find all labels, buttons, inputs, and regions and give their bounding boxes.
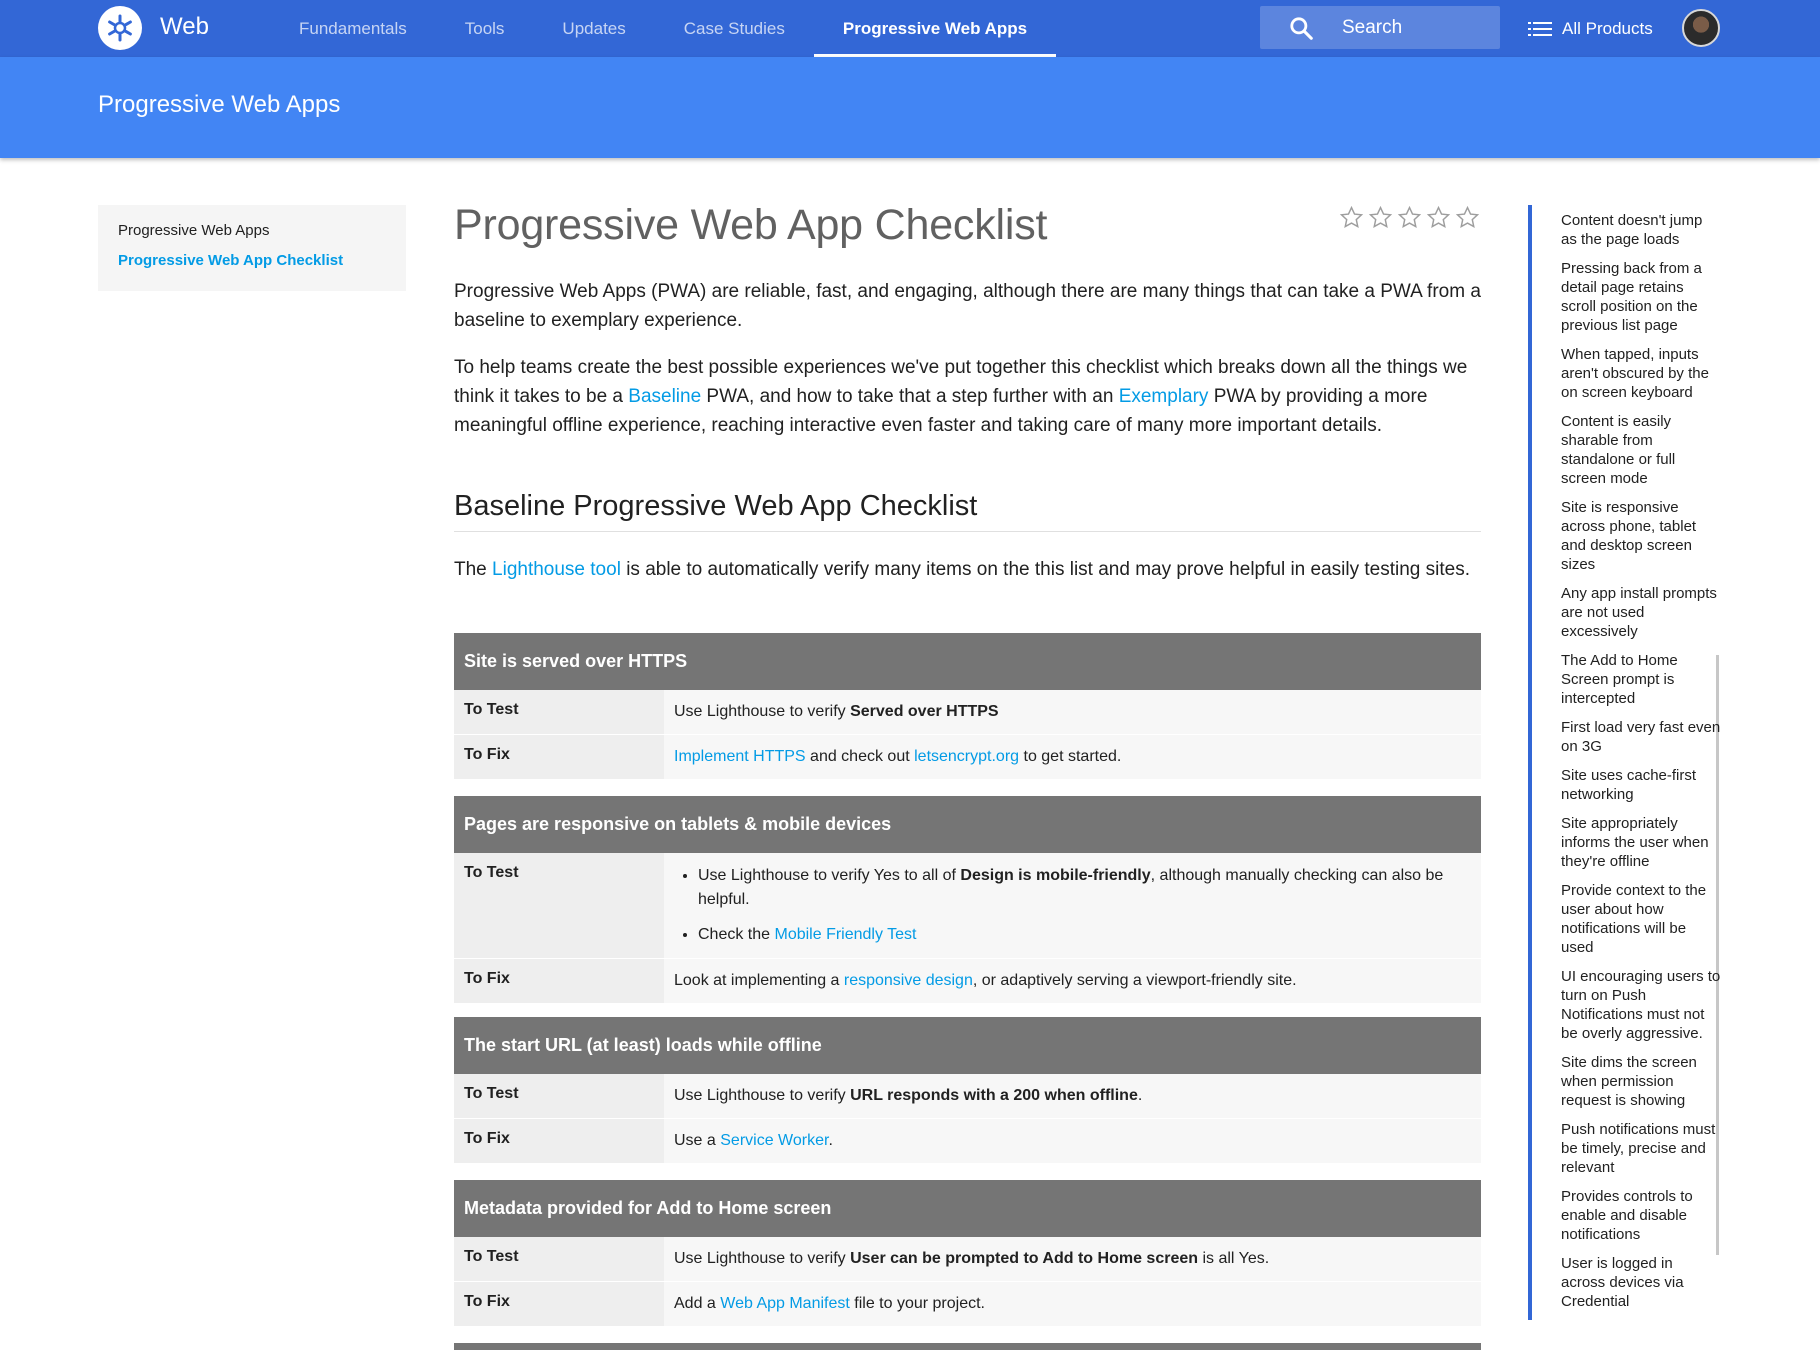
table-row	[454, 853, 1481, 959]
lighthouse-tool-link[interactable]: Lighthouse tool	[492, 559, 621, 580]
intro-paragraph: Progressive Web Apps (PWA) are reliable, fast, and engaging, although there are many things that can take a PWA from a baseline to exemplary experience.	[454, 281, 1481, 331]
intro-text: To help teams create the best possible experiences we've put together this checklist which breaks down all the things we think it takes to be a	[454, 357, 1468, 407]
intro-text: PWA, and how to take that a step further with an	[701, 386, 1119, 407]
cell-text: Use a	[674, 1132, 721, 1149]
to-test-value	[664, 1074, 1481, 1118]
to-fix-label: To Fix	[454, 735, 664, 779]
top-app-bar	[0, 0, 1820, 57]
section-heading: Baseline Progressive Web App Checklist	[454, 490, 1481, 532]
table-row	[454, 1074, 1481, 1119]
checklist-table-offline	[454, 1017, 1481, 1164]
toc-item[interactable]: Content doesn't jump as the page loads	[1561, 212, 1703, 248]
toc-item[interactable]: When tapped, inputs aren't obscured by the on screen keyboard	[1561, 346, 1709, 401]
to-test-label: To Test	[454, 1237, 664, 1281]
list-item	[698, 864, 1471, 912]
letsencrypt-link[interactable]: letsencrypt.org	[914, 748, 1020, 765]
list-icon	[1528, 20, 1552, 38]
to-test-label: To Test	[454, 853, 664, 958]
tab-case-studies[interactable]: Case Studies	[683, 18, 785, 38]
all-products-button[interactable]	[1528, 0, 1653, 57]
cell-text: , or adaptively serving a viewport-friendly site.	[972, 972, 1297, 989]
lighthouse-text: The	[454, 559, 493, 580]
cell-text: Add a	[674, 1295, 721, 1312]
cell-text: Use Lighthouse to verify	[674, 703, 851, 720]
cell-text: .	[828, 1132, 833, 1149]
tab-progressive-web-apps[interactable]: Progressive Web Apps	[814, 0, 1056, 57]
checklist-title	[454, 1343, 1481, 1350]
toc-item[interactable]: The Add to Home Screen prompt is intercepted	[1561, 652, 1678, 707]
avatar[interactable]	[1682, 9, 1720, 47]
table-row	[454, 1119, 1481, 1164]
table-of-contents	[1561, 211, 1721, 1325]
cell-text: and check out	[805, 748, 915, 765]
toc-item[interactable]: Content is easily sharable from standalone or full screen mode	[1561, 413, 1676, 487]
toc-item[interactable]: Pressing back from a detail page retains scroll position on the previous list page	[1561, 260, 1702, 334]
cell-text: is all Yes.	[1198, 1250, 1270, 1267]
table-row	[454, 690, 1481, 735]
to-fix-label: To Fix	[454, 1119, 664, 1163]
search-box[interactable]	[1260, 6, 1500, 49]
sidebar-item-checklist[interactable]: Progressive Web App Checklist	[118, 252, 344, 269]
lighthouse-text: is able to automatically verify many items on the this list and may prove helpful in easily testing sites.	[620, 559, 1470, 580]
cell-bold-text: User can be prompted to Add to Home screen	[850, 1250, 1199, 1267]
sidebar-item-progressive-web-apps[interactable]: Progressive Web Apps	[118, 222, 270, 239]
toc-item[interactable]: Site dims the screen when permission request is showing	[1561, 1054, 1697, 1109]
to-test-value	[664, 690, 1481, 734]
toc-item[interactable]: Provides controls to enable and disable notifications	[1561, 1188, 1693, 1243]
toc-item[interactable]: UI encouraging users to turn on Push Notifications must not be overly aggressive.	[1561, 968, 1721, 1042]
toc-item[interactable]: Push notifications must be timely, precise and relevant	[1561, 1121, 1716, 1176]
left-sidebar	[98, 205, 406, 291]
table-row	[454, 1282, 1481, 1327]
service-worker-link[interactable]: Service Worker	[720, 1132, 829, 1149]
all-products-label: All Products	[1562, 18, 1653, 38]
implement-https-link[interactable]: Implement HTTPS	[674, 748, 806, 765]
page-title: Progressive Web App Checklist	[454, 201, 1048, 249]
to-test-value	[664, 853, 1481, 958]
cell-text: Look at implementing a	[674, 972, 844, 989]
checklist-table-metadata	[454, 1180, 1481, 1327]
list-item	[698, 923, 1471, 947]
cell-text: to get started.	[1019, 748, 1122, 765]
cell-text: file to your project.	[849, 1295, 985, 1312]
tab-tools[interactable]: Tools	[464, 18, 505, 38]
checklist-table-next	[454, 1343, 1481, 1350]
to-test-value	[664, 1237, 1481, 1281]
star-icon[interactable]	[1426, 205, 1451, 230]
star-icon[interactable]	[1455, 205, 1480, 230]
to-fix-value	[664, 1119, 1481, 1163]
to-test-label: To Test	[454, 690, 664, 734]
star-icon[interactable]	[1368, 205, 1393, 230]
star-icon[interactable]	[1397, 205, 1422, 230]
cell-text: .	[1137, 1087, 1143, 1104]
star-icon[interactable]	[1339, 205, 1364, 230]
to-fix-label: To Fix	[454, 1282, 664, 1326]
table-row	[454, 959, 1481, 1004]
to-fix-value	[664, 959, 1481, 1003]
cell-bold-text: Served over HTTPS	[850, 703, 999, 720]
cell-text: Check the	[698, 926, 775, 943]
checklist-intro-paragraph	[454, 353, 1481, 440]
tab-fundamentals[interactable]: Fundamentals	[299, 18, 407, 38]
baseline-link[interactable]: Baseline	[628, 386, 702, 407]
to-fix-value	[664, 1282, 1481, 1326]
banner-title[interactable]: Progressive Web Apps	[98, 91, 341, 118]
toc-item[interactable]: Any app install prompts are not used excessively	[1561, 585, 1717, 640]
exemplary-link[interactable]: Exemplary	[1118, 386, 1209, 407]
page-banner	[0, 57, 1820, 158]
toc-item[interactable]: Provide context to the user about how notifications will be used	[1561, 882, 1707, 956]
checklist-table-responsive	[454, 796, 1481, 1004]
checklist-title: Site is served over HTTPS	[454, 633, 1481, 690]
checklist-title: Metadata provided for Add to Home screen	[454, 1180, 1481, 1237]
toc-indicator	[1528, 205, 1532, 1320]
cell-text: , although manually checking can also be helpful.	[698, 867, 1444, 908]
cell-bold-text: Design is mobile-friendly	[960, 867, 1151, 884]
top-nav-tabs	[270, 0, 1056, 57]
responsive-design-link[interactable]: responsive design	[843, 972, 973, 989]
cell-text: Use Lighthouse to verify	[674, 1250, 851, 1267]
tab-updates[interactable]: Updates	[562, 18, 626, 38]
mobile-friendly-test-link[interactable]: Mobile Friendly Test	[774, 926, 917, 943]
table-row	[454, 735, 1481, 780]
toc-item[interactable]: Site uses cache-first networking	[1561, 767, 1697, 803]
toc-item[interactable]: Site appropriately informs the user when they're offline	[1561, 815, 1709, 870]
cell-bold-text: URL responds with a 200 when offline	[850, 1087, 1138, 1104]
cell-text: Use Lighthouse to verify Yes to all of	[698, 867, 961, 884]
brand-title[interactable]: Web	[160, 13, 209, 40]
toc-item[interactable]: Site is responsive across phone, tablet and desktop screen sizes	[1561, 499, 1697, 573]
lighthouse-paragraph	[454, 555, 1481, 584]
web-logo-icon[interactable]	[98, 6, 142, 50]
search-icon	[1288, 15, 1314, 41]
checklist-title: Pages are responsive on tablets & mobile devices	[454, 796, 1481, 853]
cell-text: Use Lighthouse to verify	[674, 1087, 851, 1104]
rating-stars	[1339, 205, 1480, 230]
toc-item[interactable]: First load very fast even on 3G	[1561, 719, 1721, 755]
intro-text: PWA by providing a more meaningful offline experience, reaching interactive even faster and taking care of many more important details.	[454, 386, 1428, 436]
to-fix-label: To Fix	[454, 959, 664, 1003]
search-placeholder: Search	[1342, 16, 1403, 38]
checklist-table-https	[454, 633, 1481, 780]
web-app-manifest-link[interactable]: Web App Manifest	[720, 1295, 850, 1312]
to-fix-value	[664, 735, 1481, 779]
toc-item[interactable]: User is logged in across devices via Credential	[1561, 1255, 1684, 1310]
to-test-label: To Test	[454, 1074, 664, 1118]
table-row	[454, 1237, 1481, 1282]
checklist-title: The start URL (at least) loads while offline	[454, 1017, 1481, 1074]
